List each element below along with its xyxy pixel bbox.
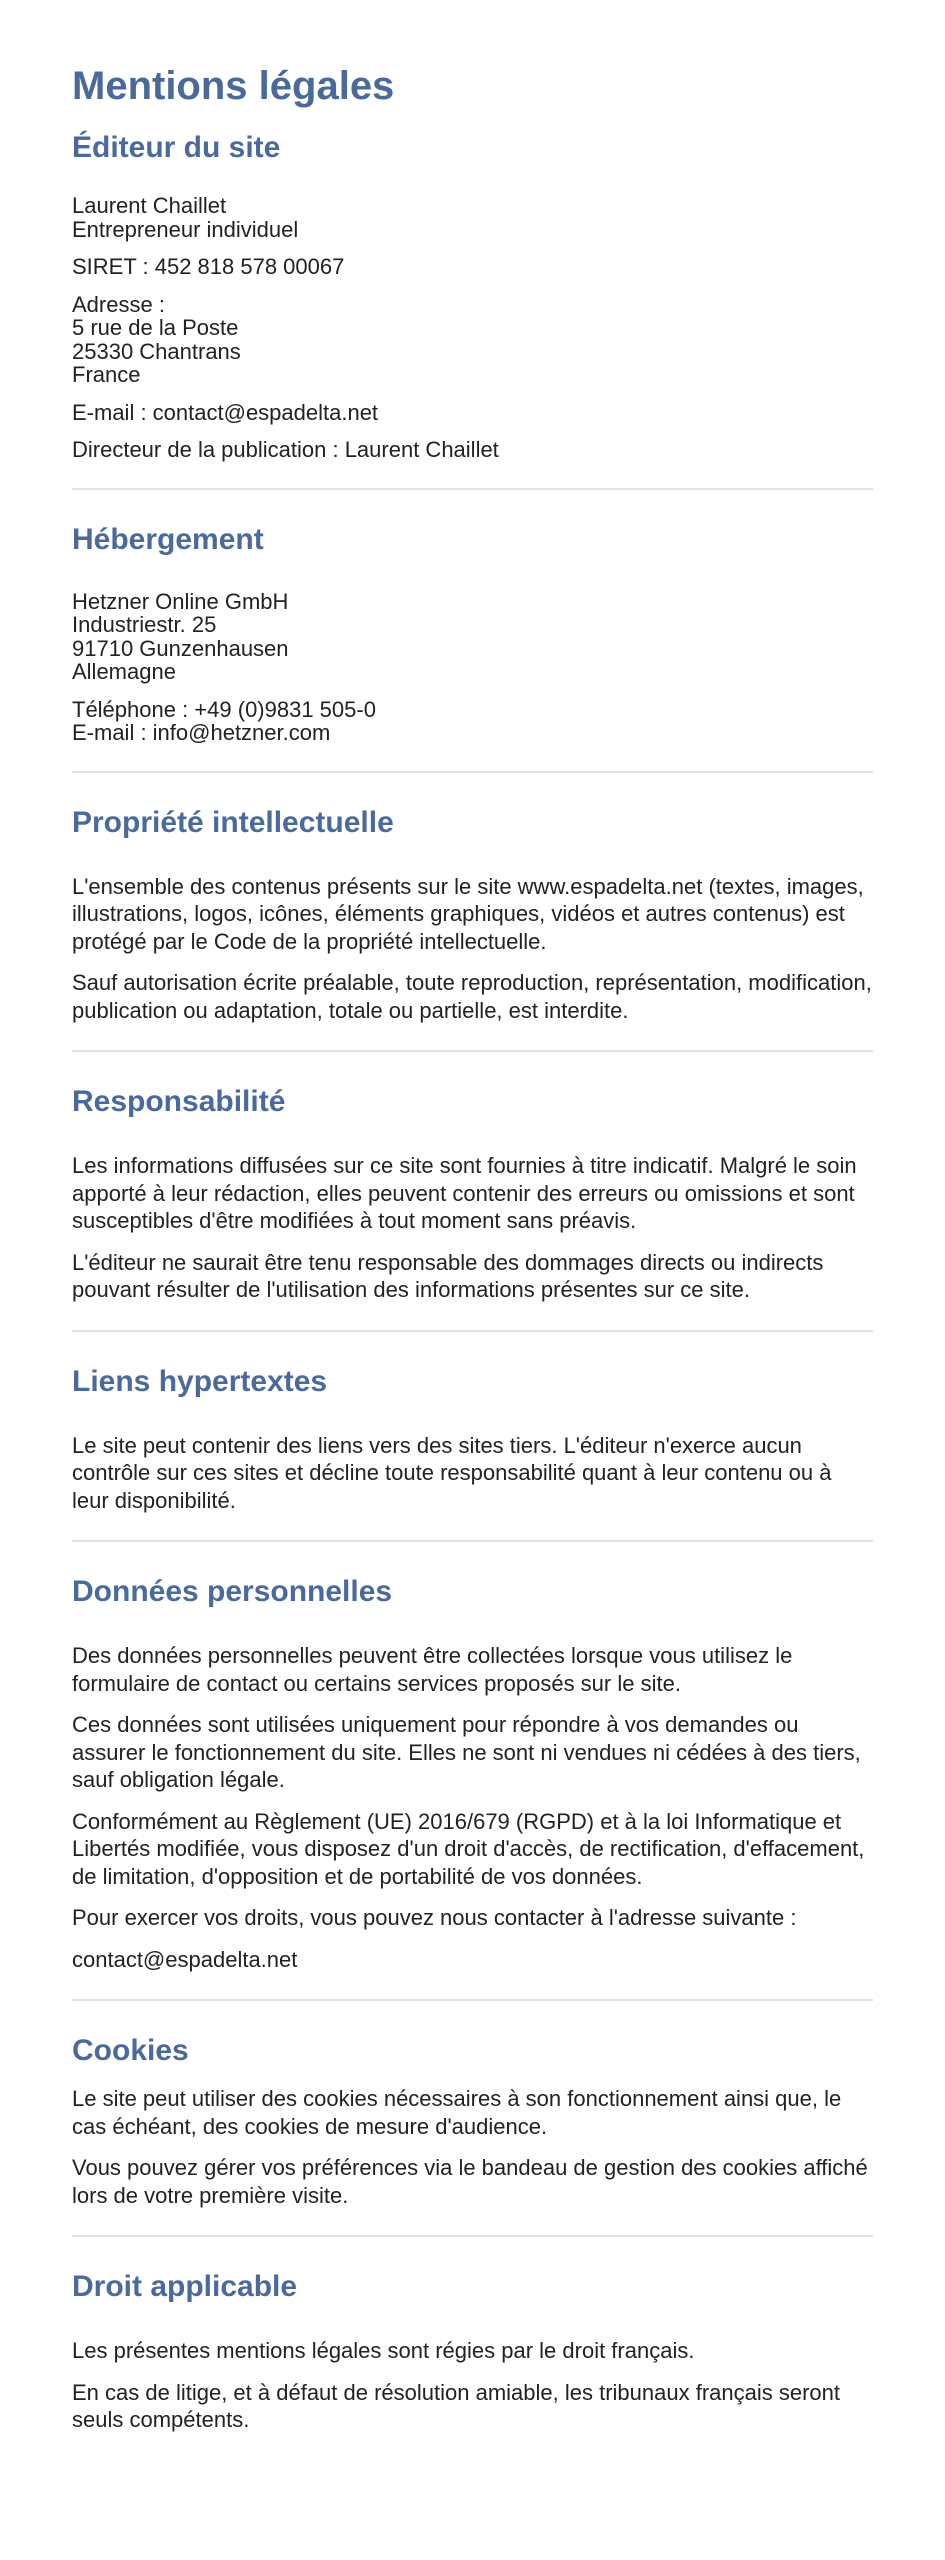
section-divider xyxy=(72,1330,873,1332)
contact-email: contact@espadelta.net xyxy=(72,1946,298,1972)
section-title-responsabilite: Responsabilité xyxy=(72,1085,286,1118)
editeur-siret xyxy=(72,255,873,279)
address-line: 25330 Chantrans xyxy=(72,338,241,364)
email-text: E-mail : contact@espadelta.net xyxy=(72,399,379,425)
host-country: Allemagne xyxy=(72,659,176,684)
section-divider xyxy=(72,1999,873,2001)
paragraph: Conformément au Règlement (UE) 2016/679 (RGPD) et à la loi Informatique et Libertés modifiée, vous disposez d'un droit d'accès, de rectification, d'effacement, de limitation, d'opposition et de portabilité de vos données. xyxy=(72,1808,865,1889)
page-title: Mentions légales xyxy=(72,64,395,108)
siret-text: SIRET : 452 818 578 00067 xyxy=(72,254,345,279)
paragraph: Sauf autorisation écrite préalable, toute reproduction, représentation, modification, publication ou adaptation, totale ou partielle, est interdite. xyxy=(72,970,872,1023)
paragraph: Pour exercer vos droits, vous pouvez nous contacter à l'adresse suivante : xyxy=(72,1905,797,1930)
host-street: Industriestr. 25 xyxy=(72,612,217,637)
paragraph: Le site peut contenir des liens vers des sites tiers. L'éditeur n'exerce aucun contrôle sur ces sites et décline toute responsabilité quant à leur contenu ou à leur disponibilité. xyxy=(72,1432,832,1513)
section-divider xyxy=(72,1050,873,1052)
address-label: Adresse : xyxy=(72,291,165,317)
section-propriete xyxy=(72,805,873,1025)
section-title-cookies: Cookies xyxy=(72,2034,189,2067)
paragraph: Le site peut utiliser des cookies nécessaires à son fonctionnement ainsi que, le cas échéant, des cookies de mesure d'audience. xyxy=(72,2086,842,2139)
section-title-propriete: Propriété intellectuelle xyxy=(72,805,394,839)
section-title-hebergement: Hébergement xyxy=(72,522,264,556)
paragraph: L'ensemble des contenus présents sur le site www.espadelta.net (textes, images, illustrations, logos, icônes, éléments graphiques, vidéos et autres contenus) est protégé par le Code de la propriété intellectuelle. xyxy=(72,873,864,954)
address-line: 5 rue de la Poste xyxy=(72,315,239,340)
section-divider xyxy=(72,771,873,773)
paragraph: Les informations diffusées sur ce site sont fournies à titre indicatif. Malgré le soin apporté à leur rédaction, elles peuvent contenir des erreurs ou omissions et sont susceptibles d'être modifiées à tout moment sans préavis. xyxy=(72,1153,857,1233)
editeur-email xyxy=(72,401,873,425)
section-title-donnees: Données personnelles xyxy=(72,1575,393,1608)
editeur-director xyxy=(72,438,873,462)
director-text: Directeur de la publication : Laurent Chaillet xyxy=(72,437,499,462)
paragraph: Des données personnelles peuvent être collectées lorsque vous utilisez le formulaire de contact ou certains services proposés sur le site. xyxy=(72,1643,793,1696)
host-contact xyxy=(72,698,873,745)
section-responsabilite xyxy=(72,1084,873,1304)
section-title-droit: Droit applicable xyxy=(72,2270,298,2303)
paragraph: En cas de litige, et à défaut de résolution amiable, les tribunaux français seront seuls compétents. xyxy=(72,2379,841,2432)
section-divider xyxy=(72,1540,873,1542)
section-liens xyxy=(72,1364,873,1515)
section-droit xyxy=(72,2269,873,2434)
section-cookies xyxy=(72,2033,873,2209)
section-title-liens: Liens hypertextes xyxy=(72,1364,328,1398)
section-title-editeur: Éditeur du site xyxy=(72,131,281,164)
host-company: Hetzner Online GmbH xyxy=(72,588,289,614)
host-phone: Téléphone : +49 (0)9831 505-0 xyxy=(72,696,376,722)
editeur-status: Entrepreneur individuel xyxy=(72,216,299,242)
editeur-name: Laurent Chaillet xyxy=(72,193,227,218)
paragraph: L'éditeur ne saurait être tenu responsable des dommages directs ou indirects pouvant résulter de l'utilisation des informations présentes sur ce site. xyxy=(72,1249,824,1302)
host-email: E-mail : info@hetzner.com xyxy=(72,720,331,745)
section-divider xyxy=(72,488,873,490)
host-city: 91710 Gunzenhausen xyxy=(72,635,289,661)
paragraph: Les présentes mentions légales sont régies par le droit français. xyxy=(72,2338,695,2363)
section-divider xyxy=(72,2235,873,2237)
editeur-identity xyxy=(72,194,873,241)
address-line: France xyxy=(72,362,141,387)
paragraph: Vous pouvez gérer vos préférences via le bandeau de gestion des cookies affiché lors de votre première visite. xyxy=(72,2155,868,2208)
section-donnees xyxy=(72,1574,873,1973)
section-hebergement xyxy=(72,522,873,745)
host-address xyxy=(72,590,873,684)
editeur-address xyxy=(72,293,873,387)
section-editeur xyxy=(72,130,873,462)
paragraph: Ces données sont utilisées uniquement pour répondre à vos demandes ou assurer le fonctionnement du site. Elles ne sont ni vendues ni cédées à des tiers, sauf obligation légale. xyxy=(72,1712,861,1792)
